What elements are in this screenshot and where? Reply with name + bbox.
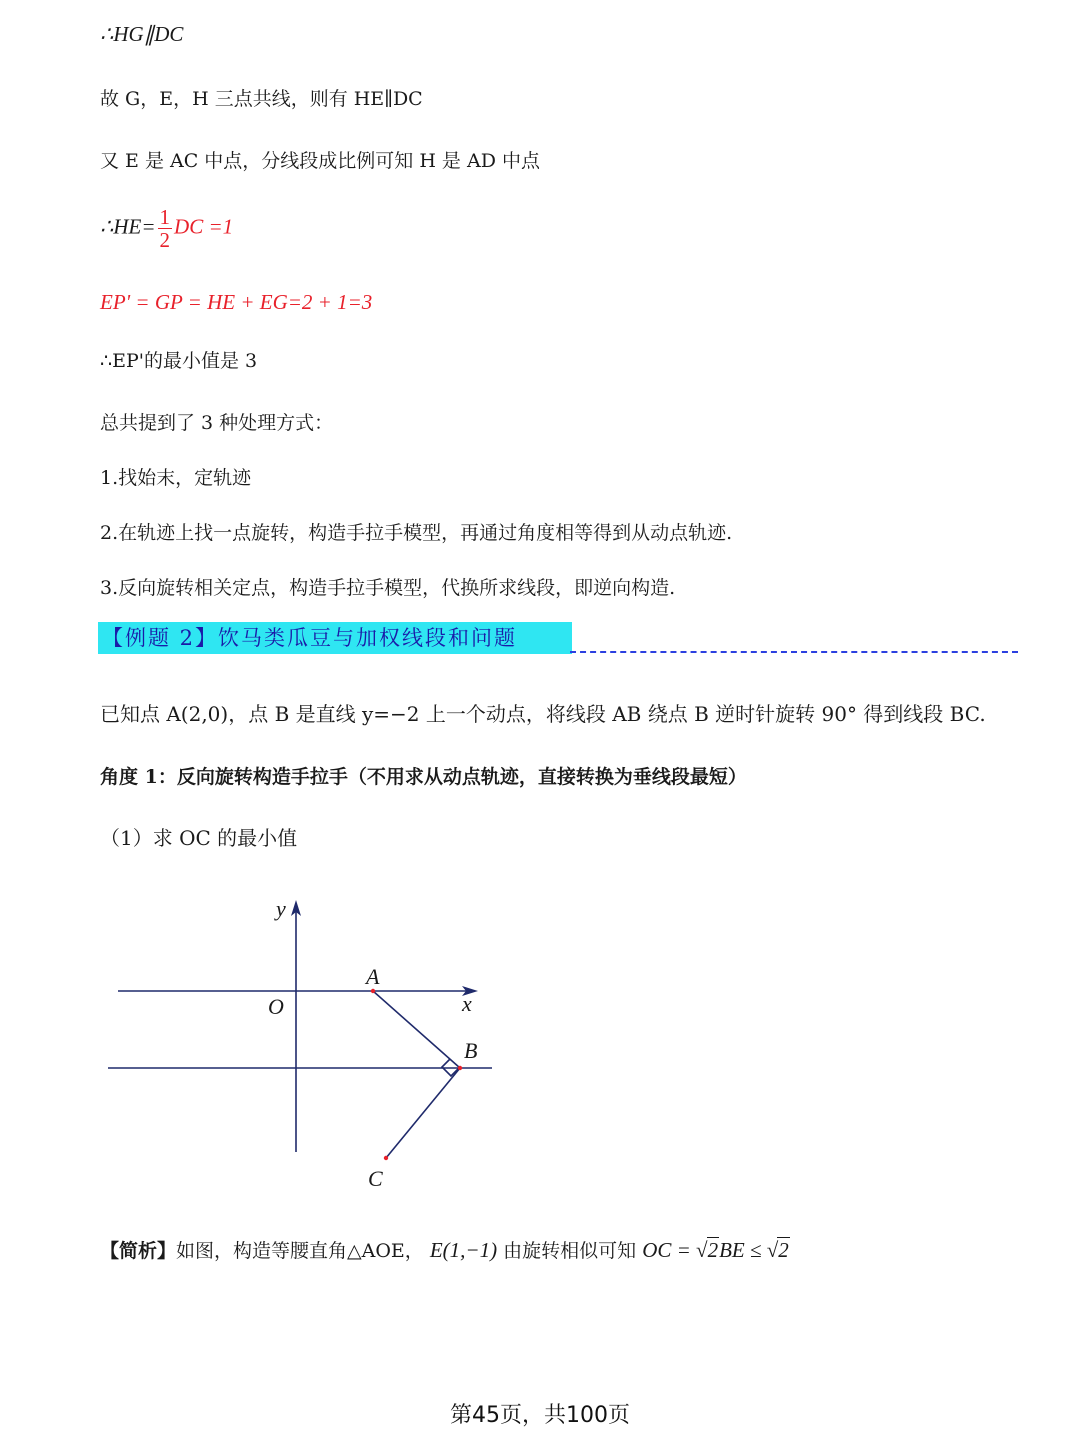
step-ep-minimum: ∴EP'的最小值是 3: [100, 350, 258, 372]
sqrt-radicand-1: 2: [707, 1238, 719, 1262]
summary-intro: 总共提到了 3 种处理方式：: [100, 412, 334, 434]
he-suffix: DC =1: [174, 214, 234, 239]
problem-statement: 已知点 A(2,0)，点 B 是直线 y=−2 上一个动点，将线段 AB 绕点 B 逆时针旋转 90° 得到线段 BC.: [100, 702, 986, 726]
segment-ab: [373, 991, 460, 1068]
fraction-denominator: 2: [159, 228, 171, 252]
label-y: y: [276, 896, 286, 921]
label-c: C: [368, 1166, 383, 1191]
page-footer: 第45页，共100页: [450, 1403, 630, 1428]
fraction-numerator: 1: [159, 205, 171, 229]
label-b: B: [464, 1038, 478, 1063]
label-x: x: [462, 991, 472, 1016]
banner-dashed-rule: [570, 651, 1018, 653]
analysis-point: E(1,−1): [429, 1238, 498, 1262]
summary-item-1: 1.找始末，定轨迹: [100, 467, 252, 489]
step-collinear: 故 G，E，H 三点共线，则有 HE∥DC: [100, 88, 423, 110]
example-banner: 【例题 2】饮马类瓜豆与加权线段和问题: [98, 622, 572, 654]
sqrt-sign-icon: √: [766, 1238, 779, 1262]
step-midpoint: 又 E 是 AC 中点，分线段成比例可知 H 是 AD 中点: [100, 150, 540, 172]
sqrt-sign-icon: √: [696, 1238, 708, 1262]
point-c: [384, 1156, 388, 1160]
summary-item-3: 3.反向旋转相关定点，构造手拉手模型，代换所求线段，即逆向构造.: [100, 577, 676, 599]
question-1: （1）求 OC 的最小值: [100, 826, 298, 850]
analysis: [100, 1236, 790, 1263]
point-a: [371, 989, 375, 993]
analysis-formula-prefix: OC =: [642, 1238, 697, 1262]
analysis-label: 【简析】: [100, 1240, 177, 1262]
step-hg-parallel-dc: ∴HG∥DC: [100, 22, 184, 46]
label-a: A: [366, 964, 380, 989]
sqrt-radicand-2: 2: [778, 1238, 789, 1262]
point-b: [458, 1066, 462, 1070]
coordinate-figure: [100, 890, 520, 1200]
segment-bc: [386, 1068, 460, 1158]
analysis-mid: 由旋转相似可知: [503, 1240, 637, 1262]
step-he-equation: [100, 206, 233, 251]
analysis-text: 如图，构造等腰直角△AOE，: [176, 1240, 424, 1262]
label-o: O: [268, 994, 284, 1019]
analysis-formula-mid: BE ≤: [719, 1238, 767, 1262]
angle-1-heading: 角度 1：反向旋转构造手拉手（不用求从动点轨迹，直接转换为垂线段最短）: [100, 766, 747, 788]
step-ep-equation: EP' = GP = HE + EG=2 + 1=3: [100, 290, 373, 314]
fraction-half: [158, 206, 173, 251]
he-prefix: ∴HE=: [100, 214, 156, 239]
summary-item-2: 2.在轨迹上找一点旋转，构造手拉手模型，再通过角度相等得到从动点轨迹.: [100, 522, 733, 544]
